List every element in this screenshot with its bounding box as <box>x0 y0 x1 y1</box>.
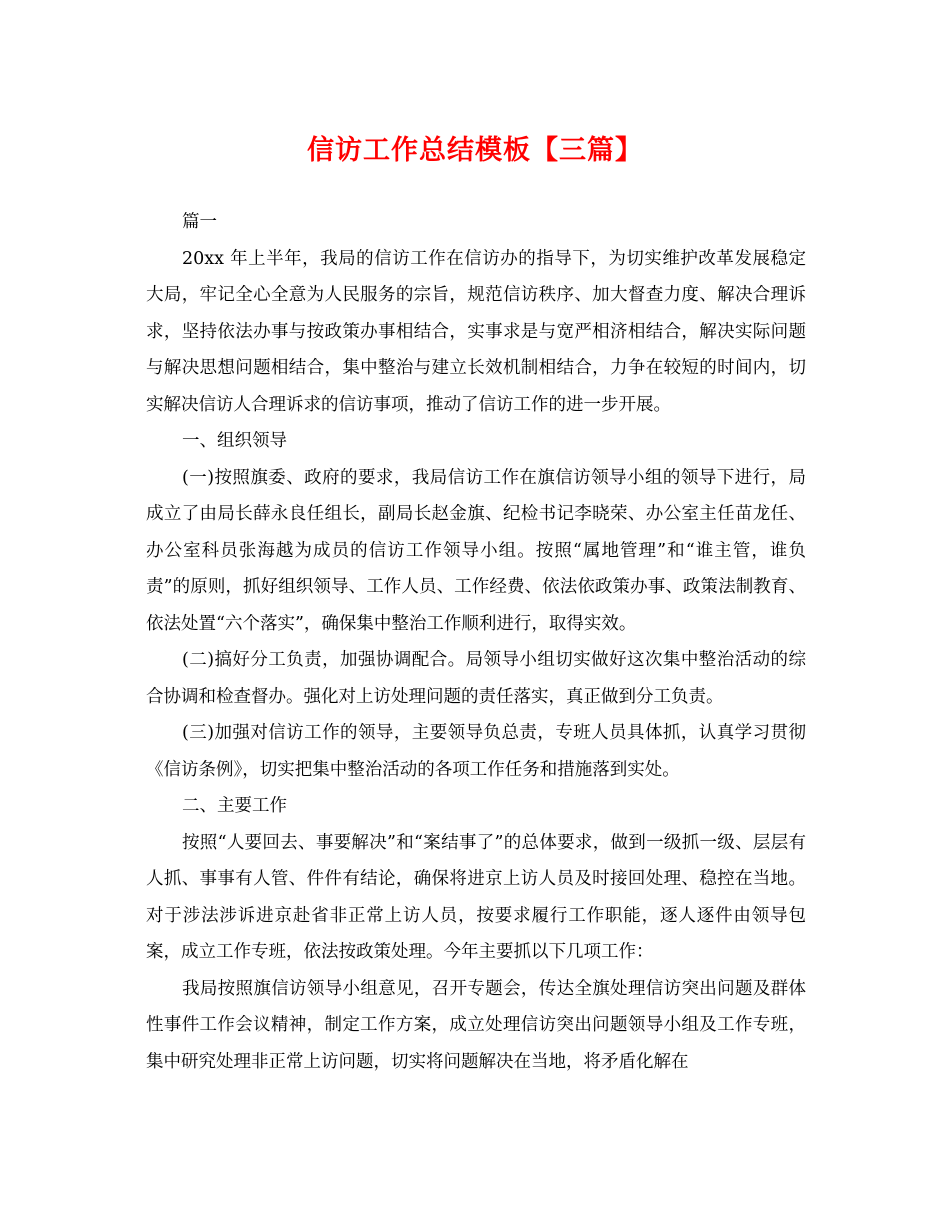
document-body <box>146 204 806 1080</box>
paragraph-organization-1: (一)按照旗委、政府的要求，我局信访工作在旗信访领导小组的领导下进行，局成立了由局长薛永良任组长，副局长赵金旗、纪检书记李晓荣、办公室主任苗龙任、办公室科员张海越为成员的信访工作领导小组。按照“属地管理”和“谁主管，谁负责”的原则，抓好组织领导、工作人员、工作经费、依法依政策办事、政策法制教育、依法处置“六个落实”，确保集中整治工作顺利进行，取得实效。 <box>146 467 806 634</box>
paragraph-organization-3: (三)加强对信访工作的领导，主要领导负总责，专班人员具体抓，认真学习贯彻《信访条例》，切实把集中整治活动的各项工作任务和措施落到实处。 <box>146 723 806 780</box>
section-heading-part-one: 篇一 <box>182 212 217 232</box>
document-title: 信访工作总结模板【三篇】 <box>307 135 643 166</box>
section-heading-organization: 一、组织领导 <box>182 431 287 451</box>
section-heading-main-work: 二、主要工作 <box>182 796 287 816</box>
paragraph-main-work-1: 按照“人要回去、事要解决”和“案结事了”的总体要求，做到一级抓一级、层层有人抓、事事有人管、件件有结论，确保将进京上访人员及时接回处理、稳控在当地。对于涉法涉诉进京赴省非正常上访人员，按要求履行工作职能，逐人逐件由领导包案，成立工作专班，依法按政策处理。今年主要抓以下几项工作： <box>146 832 806 962</box>
paragraph-organization-2: (二)搞好分工负责，加强协调配合。局领导小组切实做好这次集中整治活动的综合协调和检查督办。强化对上访处理问题的责任落实，真正做到分工负责。 <box>146 650 806 707</box>
paragraph-main-work-2: 我局按照旗信访领导小组意见，召开专题会，传达全旗处理信访突出问题及群体性事件工作会议精神，制定工作方案，成立处理信访突出问题领导小组及工作专班，集中研究处理非正常上访问题，切实将问题解决在当地，将矛盾化解在 <box>146 978 806 1072</box>
intro-paragraph: 20xx 年上半年，我局的信访工作在信访办的指导下，为切实维护改革发展稳定大局，牢记全心全意为人民服务的宗旨，规范信访秩序、加大督查力度、解决合理诉求，坚持依法办事与按政策办事相结合，实事求是与宽严相济相结合，解决实际问题与解决思想问题相结合，集中整治与建立长效机制相结合，力争在较短的时间内，切实解决信访人合理诉求的信访事项，推动了信访工作的进一步开展。 <box>146 248 806 415</box>
